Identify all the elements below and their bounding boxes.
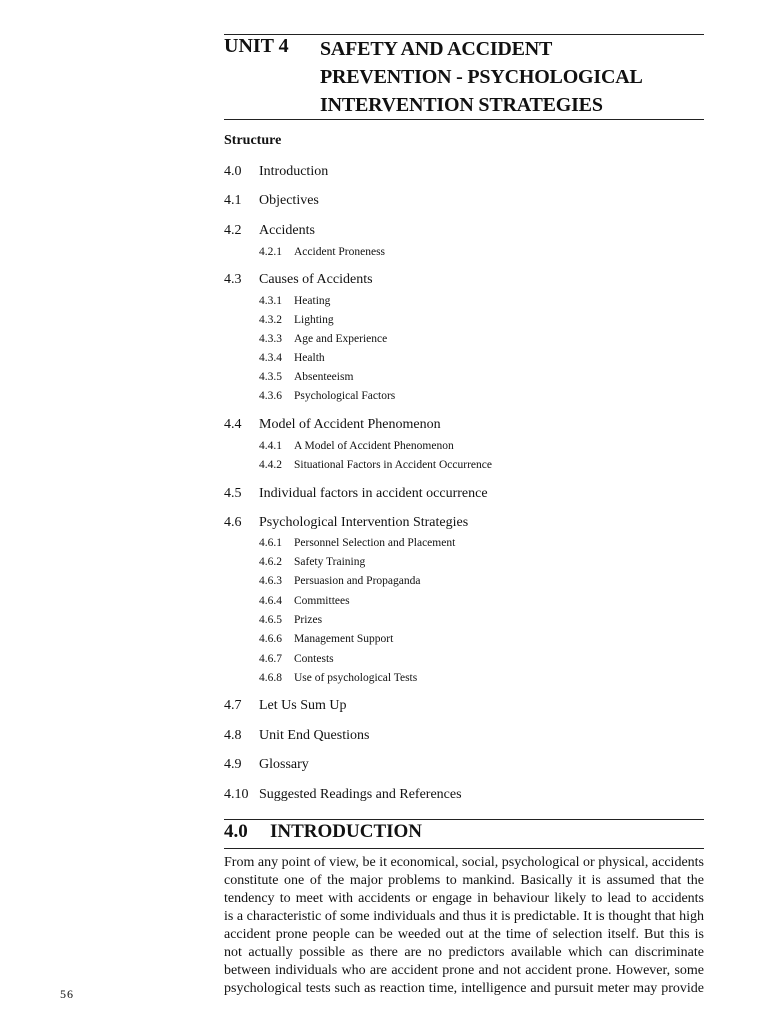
- toc-label: Safety Training: [294, 556, 366, 568]
- toc-label: Glossary: [259, 757, 309, 772]
- toc-number: 4.3.1: [259, 295, 282, 307]
- section-title: INTRODUCTION: [270, 821, 423, 842]
- toc-label: Let Us Sum Up: [259, 698, 347, 713]
- toc-number: 4.0: [224, 164, 242, 179]
- toc-subitem: [259, 535, 455, 551]
- paragraph-line: between individuals who are accident prone and not accident prone. However, some: [224, 963, 704, 978]
- toc-number: 4.5: [224, 486, 242, 501]
- structure-label: Structure: [224, 133, 282, 148]
- introduction-paragraph: [224, 854, 704, 998]
- toc-number: 4.6.4: [259, 595, 282, 607]
- toc-subitem: [259, 369, 353, 385]
- paragraph-line: not actually possible as there are no predictors available which can discriminate: [224, 945, 704, 960]
- paragraph-line: is a characteristic of some individuals and thus it is predictable. It is thought that high: [224, 909, 704, 924]
- paragraph-line: psychological tests such as reaction time, intelligence and pursuit meter may provide: [224, 981, 704, 996]
- toc-subitem: [259, 457, 492, 473]
- toc-number: 4.6: [224, 515, 242, 530]
- toc-number: 4.3.5: [259, 371, 282, 383]
- toc-label: Objectives: [259, 193, 319, 208]
- toc-number: 4.6.3: [259, 575, 282, 587]
- paragraph-line: constitute one of the major problems to mankind. Basically it is assumed that the: [224, 873, 704, 888]
- toc-number: 4.3.2: [259, 314, 282, 326]
- toc-item: [224, 727, 369, 745]
- section-heading: [224, 821, 422, 843]
- toc-subitem: [259, 612, 322, 628]
- title-bottom-rule: [224, 119, 704, 120]
- toc-subitem: [259, 554, 365, 570]
- toc-label: Lighting: [294, 314, 334, 326]
- unit-title-line: SAFETY AND ACCIDENT: [320, 38, 553, 60]
- section-number: 4.0: [224, 821, 248, 842]
- section-top-rule: [224, 819, 704, 820]
- toc-label: A Model of Accident Phenomenon: [294, 440, 454, 452]
- toc-label: Suggested Readings and References: [259, 787, 462, 802]
- toc-number: 4.1: [224, 193, 242, 208]
- unit-title-line: PREVENTION - PSYCHOLOGICAL: [320, 66, 643, 88]
- toc-label: Psychological Intervention Strategies: [259, 515, 469, 530]
- toc-subitem: [259, 312, 334, 328]
- toc-number: 4.3.4: [259, 352, 282, 364]
- toc-subitem: [259, 388, 395, 404]
- toc-subitem: [259, 573, 420, 589]
- toc-number: 4.6.5: [259, 614, 282, 626]
- toc-label: Accidents: [259, 223, 315, 238]
- toc-number: 4.10: [224, 787, 249, 802]
- toc-number: 4.2.1: [259, 246, 282, 258]
- toc-label: Heating: [294, 295, 331, 307]
- toc-number: 4.6.7: [259, 653, 282, 665]
- paragraph-line: tendency to meet with accidents or engage in behaviour likely to lead to accidents: [224, 891, 704, 906]
- toc-item: [224, 756, 309, 774]
- toc-subitem: [259, 593, 350, 609]
- toc-item: [224, 485, 488, 503]
- toc-item: [224, 192, 319, 210]
- toc-label: Health: [294, 352, 325, 364]
- paragraph-line: From any point of view, be it economical, social, psychological or physical, accidents: [224, 855, 704, 870]
- toc-number: 4.6.8: [259, 672, 282, 684]
- toc-subitem: [259, 331, 387, 347]
- toc-number: 4.3.3: [259, 333, 282, 345]
- toc-label: Accident Proneness: [294, 246, 386, 258]
- toc-subitem: [259, 244, 385, 260]
- toc-number: 4.4.1: [259, 440, 282, 452]
- toc-number: 4.3: [224, 272, 242, 287]
- unit-title-line: INTERVENTION STRATEGIES: [320, 94, 603, 116]
- toc-label: Introduction: [259, 164, 329, 179]
- toc-number: 4.2: [224, 223, 242, 238]
- toc-label: Persuasion and Propaganda: [294, 575, 421, 587]
- toc-number: 4.4.2: [259, 459, 282, 471]
- toc-item: [224, 786, 462, 804]
- toc-number: 4.9: [224, 757, 242, 772]
- toc-item: [224, 271, 373, 289]
- toc-label: Management Support: [294, 633, 394, 645]
- toc-subitem: [259, 651, 334, 667]
- toc-number: 4.7: [224, 698, 242, 713]
- toc-label: Individual factors in accident occurrence: [259, 486, 488, 501]
- toc-number: 4.3.6: [259, 390, 282, 402]
- toc-label: Use of psychological Tests: [294, 672, 418, 684]
- toc-item: [224, 416, 441, 434]
- toc-subitem: [259, 350, 325, 366]
- toc-number: 4.4: [224, 417, 242, 432]
- unit-label: UNIT 4: [224, 35, 289, 57]
- paragraph-line: accident prone people can be weeded out at the time of selection itself. But this is: [224, 927, 704, 942]
- toc-number: 4.6.1: [259, 537, 282, 549]
- toc-label: Unit End Questions: [259, 728, 370, 743]
- toc-item: [224, 222, 315, 240]
- page-number: 56: [60, 987, 74, 1001]
- toc-label: Contests: [294, 653, 334, 665]
- toc-subitem: [259, 670, 417, 686]
- toc-item: [224, 514, 468, 532]
- toc-label: Causes of Accidents: [259, 272, 373, 287]
- toc-number: 4.8: [224, 728, 242, 743]
- toc-subitem: [259, 438, 454, 454]
- toc-label: Prizes: [294, 614, 323, 626]
- toc-item: [224, 163, 328, 181]
- toc-number: 4.6.2: [259, 556, 282, 568]
- section-bottom-rule: [224, 848, 704, 849]
- toc-label: Personnel Selection and Placement: [294, 537, 456, 549]
- toc-label: Model of Accident Phenomenon: [259, 417, 441, 432]
- toc-label: Age and Experience: [294, 333, 388, 345]
- toc-label: Committees: [294, 595, 350, 607]
- unit-title: [320, 35, 643, 119]
- toc-subitem: [259, 631, 393, 647]
- toc-item: [224, 697, 347, 715]
- toc-number: 4.6.6: [259, 633, 282, 645]
- toc-label: Situational Factors in Accident Occurrence: [294, 459, 492, 471]
- toc-label: Psychological Factors: [294, 390, 396, 402]
- toc-subitem: [259, 293, 330, 309]
- toc-label: Absenteeism: [294, 371, 354, 383]
